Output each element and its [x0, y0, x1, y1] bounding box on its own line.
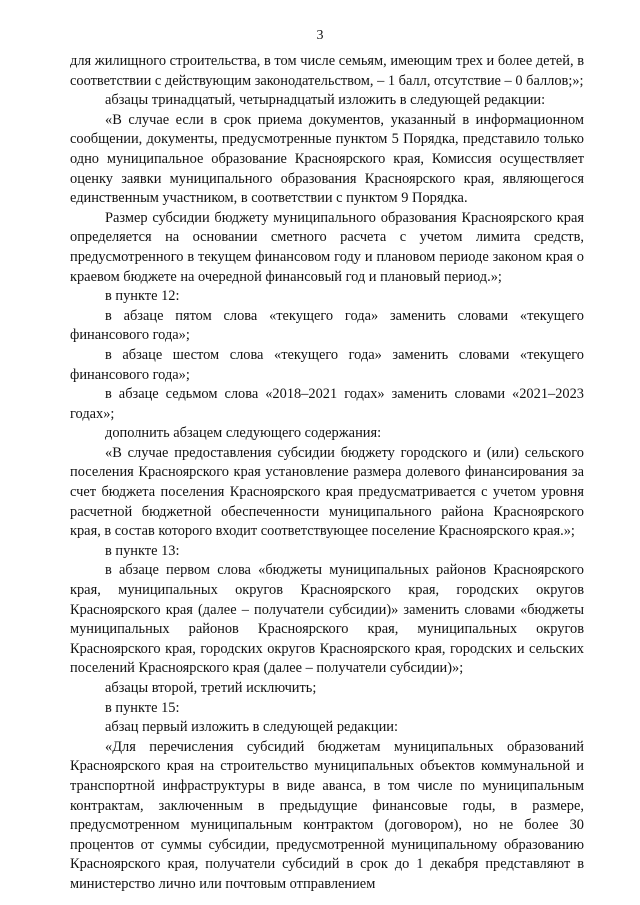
paragraph: абзацы второй, третий исключить;: [105, 680, 317, 696]
document-body: [70, 52, 584, 895]
paragraph: в абзаце шестом слова «текущего года» заменить словами «текущего финансового года»;: [70, 346, 584, 383]
paragraph: в абзаце первом слова «бюджеты муниципальных районов Красноярского края, муниципальных округов Красноярского края, городских округов Красноярского края (далее – получатели субсидии)» заменить словами «бюджеты муниципальных районов Красноярского края, муниципальных округов Красноярского края, городских округов Красноярского края, городских и сельских поселений Красноярского края (далее – получатели субсидии)»;: [70, 562, 584, 677]
paragraph: абзац первый изложить в следующей редакции:: [105, 719, 399, 736]
paragraph: в пункте 12:: [105, 288, 180, 305]
paragraph: дополнить абзацем следующего содержания:: [105, 425, 382, 442]
paragraph: в пункте 15:: [105, 699, 180, 716]
paragraph: в пункте 13:: [105, 542, 180, 559]
paragraph: для жилищного строительства, в том числе семьям, имеющим трех и более детей, в соответствии с действующим законодательством, – 1 балл, отсутствие – 0 баллов;»;: [70, 53, 584, 89]
paragraph: абзацы тринадцатый, четырнадцатый изложить в следующей редакции:: [105, 92, 546, 109]
paragraph: Размер субсидии бюджету муниципального образования Красноярского края определяется на основании сметного расчета с учетом лимита средств, предусмотренного в текущем финансовом году и плановом периоде законом края о краевом бюджете на очередной финансовый год и плановый период.»;: [70, 209, 584, 285]
paragraph: в абзаце седьмом слова «2018–2021 годах» заменить словами «2021–2023 годах»;: [70, 386, 584, 422]
paragraph: «Для перечисления субсидий бюджетам муниципальных образований Красноярского края на строительство муниципальных объектов коммунальной и транспортной инфраструктуры в виде аванса, в том числе по муниципальным контрактам, заключенным в предыдущие финансовые годы, в размере, предусмотренном муниципальным контрактом (договором), но не более 30 процентов от суммы субсидии, предусмотренной муниципальному образованию Красноярского края, получатели субсидий в срок до 1 декабря представляют в министерство лично или почтовым отправлением: [70, 738, 584, 892]
paragraph: «В случае предоставления субсидии бюджету городского и (или) сельского поселения Красноярского края установление размера долевого финансирования за счет бюджета поселения Красноярского края предусматривается с учетом уровня расчетной бюджетной обеспеченности муниципального района Красноярского края, в состав которого входит соответствующее поселение Красноярского края.»;: [70, 444, 584, 540]
paragraph: «В случае если в срок приема документов, указанный в информационном сообщении, документы, предусмотренные пунктом 5 Порядка, представило только одно муниципальное образование Красноярского края, Комиссия осуществляет оценку заявки муниципального образования Красноярского края, являющегося единственным участником, в соответствии с пунктом 9 Порядка.: [70, 111, 584, 207]
paragraph: в абзаце пятом слова «текущего года» заменить словами «текущего финансового года»;: [70, 307, 584, 344]
page-number: 3: [316, 28, 324, 43]
